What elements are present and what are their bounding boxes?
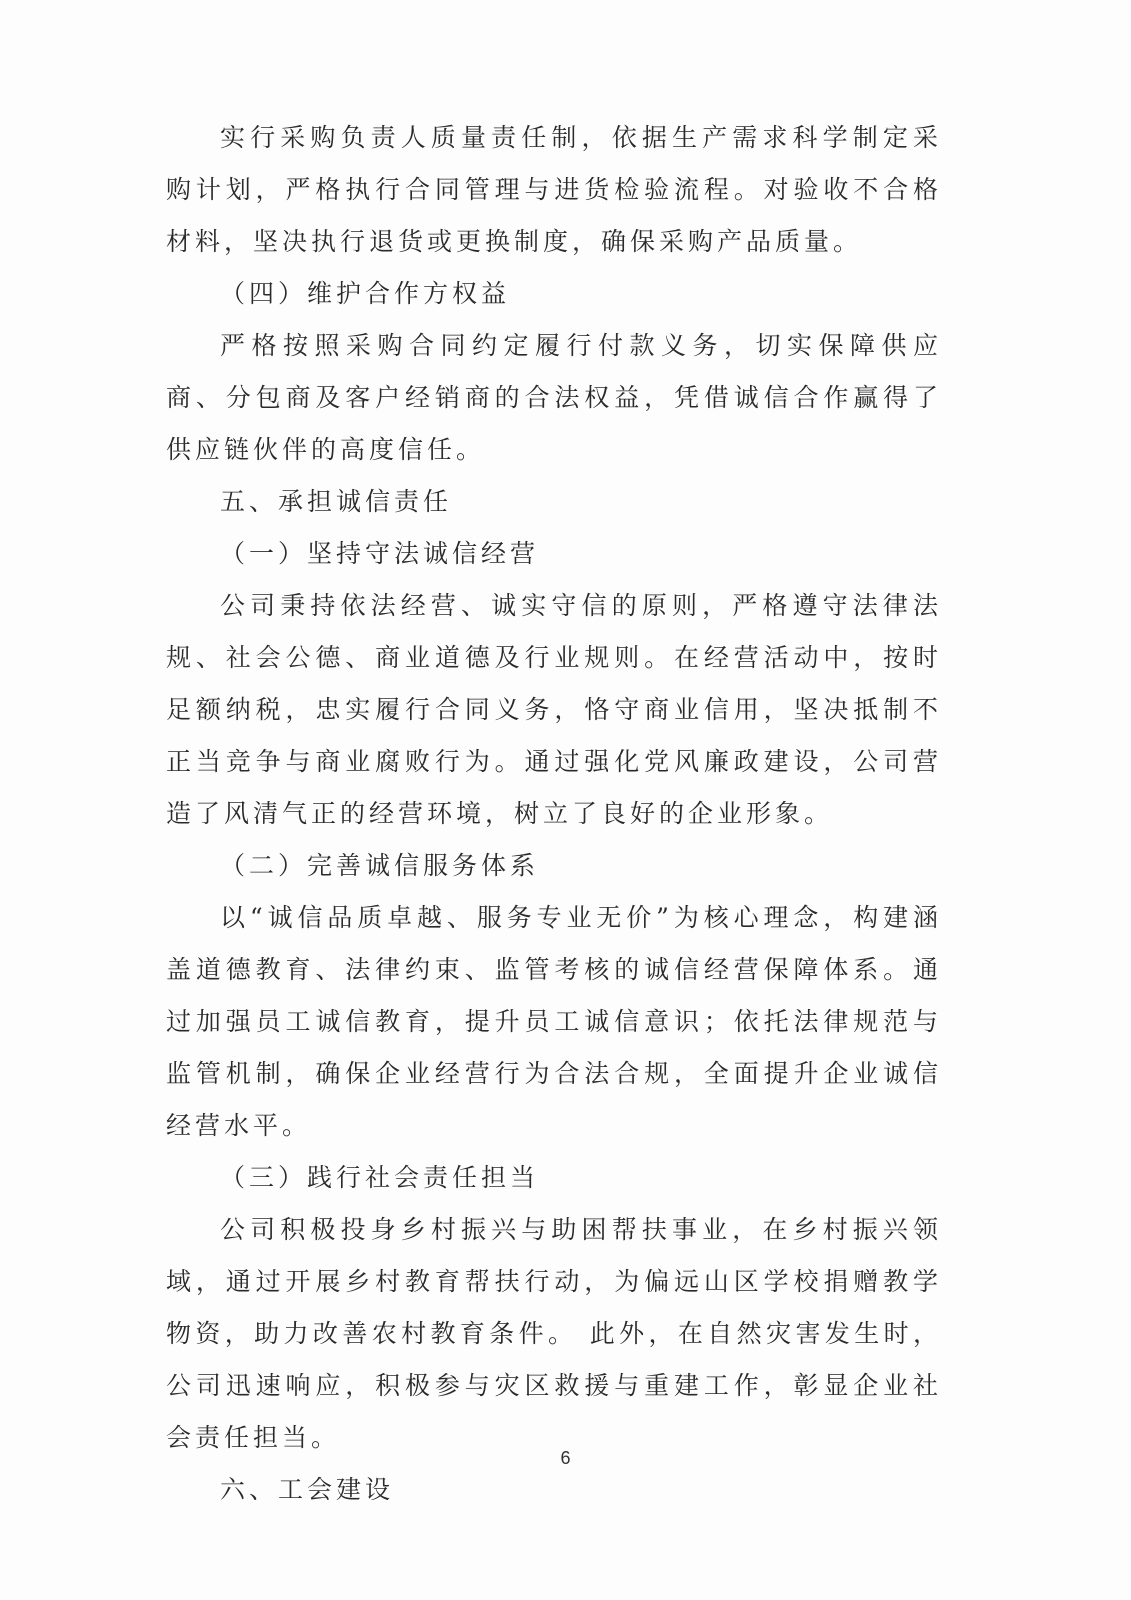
paragraph-social-responsibility: 公司积极投身乡村振兴与助困帮扶事业，在乡村振兴领域，通过开展乡村教育帮扶行动，为偏远山区学校捐赠教学物资，助力改善农村教育条件。 此外，在自然灾害发生时，公司迅速响应，积极参与灾区救援与重建工作，彰显企业社会责任担当。 [166, 1215, 942, 1452]
paragraph-lawful-operation: 公司秉持依法经营、诚实守信的原则，严格遵守法律法规、社会公德、商业道德及行业规则。在经营活动中，按时足额纳税，忠实履行合同义务，恪守商业信用，坚决抵制不正当竞争与商业腐败行为。通过强化党风廉政建设，公司营造了风清气正的经营环境，树立了良好的企业形象。 [166, 591, 942, 828]
heading-partner-rights: （四）维护合作方权益 [220, 279, 511, 308]
heading-social-responsibility: （三）践行社会责任担当 [220, 1163, 540, 1192]
document-body [166, 112, 942, 1516]
heading-lawful-operation: （一）坚持守法诚信经营 [220, 539, 540, 568]
paragraph-integrity-service-system: 以“诚信品质卓越、服务专业无价”为核心理念，构建涵盖道德教育、法律约束、监管考核的诚信经营保障体系。通过加强员工诚信教育，提升员工诚信意识；依托法律规范与监管机制，确保企业经营行为合法合规，全面提升企业诚信经营水平。 [166, 903, 942, 1140]
heading-integrity-service-system: （二）完善诚信服务体系 [220, 851, 540, 880]
page-number: 6 [560, 1448, 571, 1468]
heading-union-construction: 六、工会建设 [220, 1475, 395, 1504]
heading-integrity-responsibility: 五、承担诚信责任 [220, 487, 453, 516]
paragraph-partner-rights: 严格按照采购合同约定履行付款义务，切实保障供应商、分包商及客户经销商的合法权益，凭借诚信合作赢得了供应链伙伴的高度信任。 [166, 331, 942, 464]
paragraph-procurement-quality: 实行采购负责人质量责任制，依据生产需求科学制定采购计划，严格执行合同管理与进货检验流程。对验收不合格材料，坚决执行退货或更换制度，确保采购产品质量。 [166, 123, 942, 256]
